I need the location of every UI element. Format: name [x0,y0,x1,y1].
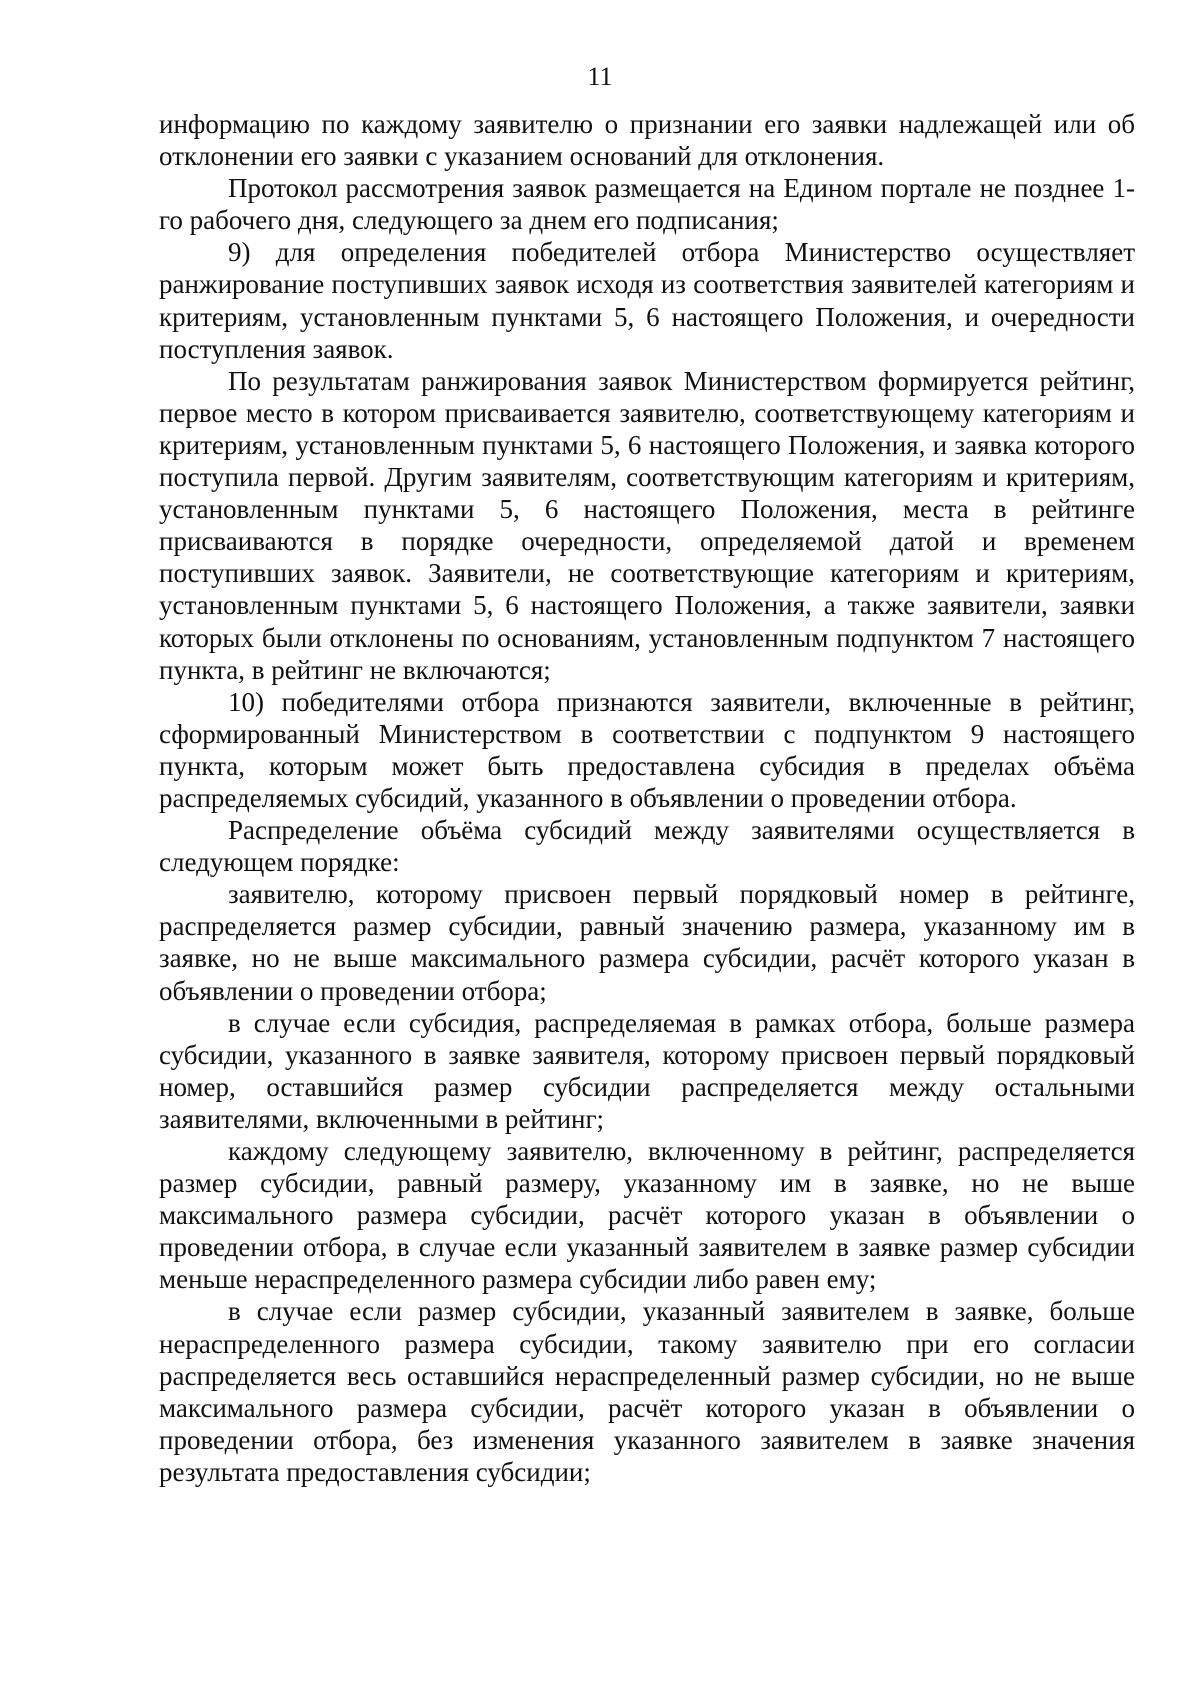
paragraph-continuation: информацию по каждому заявителю о признании его заявки надлежащей или об отклонении его заявки с указанием оснований для отклонения. [159,109,1135,172]
paragraph-excess-request: в случае если размер субсидии, указанный заявителем в заявке, больше нераспределенного размера субсидии, такому заявителю при его согласии распределяется весь оставшийся нераспределенный размер субсидии, но не выше максимального размера субсидии, расчёт которого указан в объявлении о проведении отбора, без изменения указанного заявителем в заявке значения результата предоставления субсидии; [159,1296,1135,1487]
paragraph-first-applicant: заявителю, которому присвоен первый порядковый номер в рейтинге, распределяется размер субсидии, равный значению размера, указанному им в заявке, но не выше максимального размера субсидии, расчёт которого указан в объявлении о проведении отбора; [159,879,1135,1006]
paragraph-distribution-order: Распределение объёма субсидий между заявителями осуществляется в следующем порядке: [159,815,1135,878]
paragraph-rating-formation: По результатам ранжирования заявок Министерством формируется рейтинг, первое место в котором присваивается заявителю, соответствующему категориям и критериям, установленным пунктами 5, 6 настоящего Положения, и заявка которого поступила первой. Другим заявителям, соответствующим категориям и критериям, установленным пунктами 5, 6 настоящего Положения, места в рейтинге присваиваются в порядке очередности, определяемой датой и временем поступивших заявок. Заявители, не соответствующие категориям и критериям, установленным пунктами 5, 6 настоящего Положения, а также заявители, заявки которых были отклонены по основаниям, установленным подпунктом 7 настоящего пункта, в рейтинг не включаются; [159,365,1135,685]
paragraph-protocol-publication: Протокол рассмотрения заявок размещается на Едином портале не позднее 1-го рабочего дня, следующего за днем его подписания; [159,173,1135,236]
paragraph-item-10-winners: 10) победителями отбора признаются заявители, включенные в рейтинг, сформированный Министерством в соответствии с подпунктом 9 настоящего пункта, которым может быть предоставлена субсидия в пределах объёма распределяемых субсидий, указанного в объявлении о проведении отбора. [159,686,1135,813]
paragraph-item-9-ranking: 9) для определения победителей отбора Министерство осуществляет ранжирование поступивших заявок исходя из соответствия заявителей категориям и критериям, установленным пунктами 5, 6 настоящего Положения, и очередности поступления заявок. [159,237,1135,364]
page-number: 11 [587,62,613,91]
paragraph-each-next-applicant: каждому следующему заявителю, включенному в рейтинг, распределяется размер субсидии, равный размеру, указанному им в заявке, но не выше максимального размера субсидии, расчёт которого указан в объявлении о проведении отбора, в случае если указанный заявителем в заявке размер субсидии меньше нераспределенного размера субсидии либо равен ему; [159,1136,1135,1295]
document-body [159,108,1135,1488]
paragraph-remaining-distribution: в случае если субсидия, распределяемая в рамках отбора, больше размера субсидии, указанного в заявке заявителя, которому присвоен первый порядковый номер, оставшийся размер субсидии распределяется между остальными заявителями, включенными в рейтинг; [159,1007,1135,1134]
